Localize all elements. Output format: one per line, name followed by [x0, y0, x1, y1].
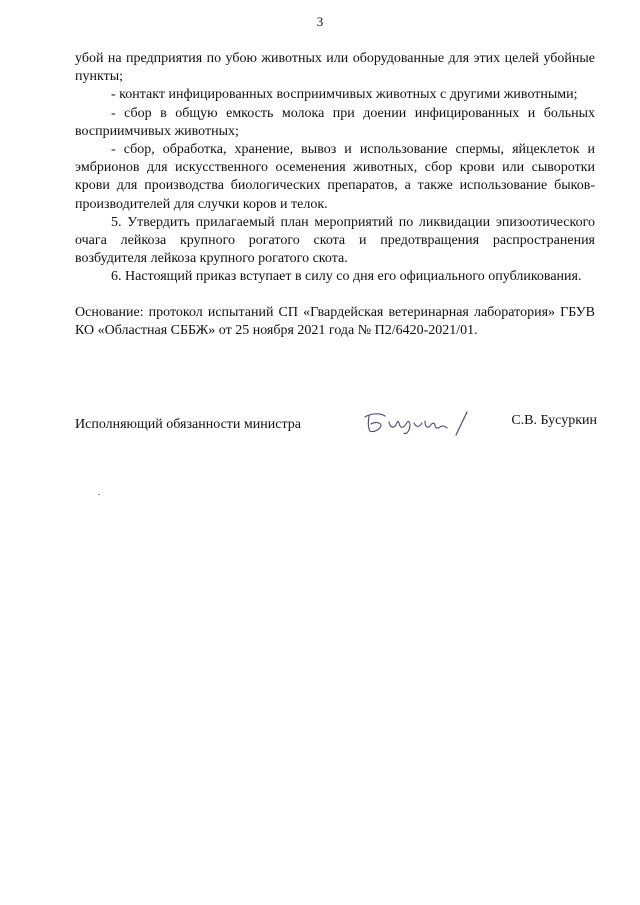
paragraph-sperm: - сбор, обработка, хранение, вывоз и использование спермы, яйцеклеток и эмбрионов для искусственного осеменения животных, сбор крови или сыворотки крови для производства биологических препаратов, а также использование быков-производителей для случки коров и телок. — [75, 142, 595, 212]
signatory-name: С.В. Бусуркин — [511, 413, 597, 428]
paragraph-milk: - сбор в общую емкость молока при доении инфицированных и больных восприимчивых животных; — [75, 105, 595, 139]
signatory-position: Исполняющий обязанности министра — [75, 417, 301, 432]
paragraph-item-6: 6. Настоящий приказ вступает в силу со дня его официального опубликования. — [111, 269, 582, 285]
paragraph-contact: - контакт инфицированных восприимчивых животных с другими животными; — [111, 87, 578, 103]
document-body — [75, 50, 595, 340]
scan-speck — [98, 494, 100, 495]
signature-block — [75, 408, 597, 442]
paragraph-item-5: 5. Утвердить прилагаемый план мероприятий по ликвидации эпизоотического очага лейкоза крупного рогатого скота и предотвращения распространения возбудителя лейкоза крупного рогатого скота. — [75, 214, 595, 267]
paragraph-slaughter: убой на предприятия по убою животных или оборудованные для этих целей убойные пункты; — [75, 51, 595, 85]
handwritten-signature — [359, 408, 479, 438]
page-number: 3 — [316, 14, 324, 29]
basis-paragraph: Основание: протокол испытаний СП «Гвардейская ветеринарная лаборатория» ГБУВ КО «Областная СББЖ» от 25 ноября 2021 года № П2/6420-2021/01. — [75, 304, 595, 338]
